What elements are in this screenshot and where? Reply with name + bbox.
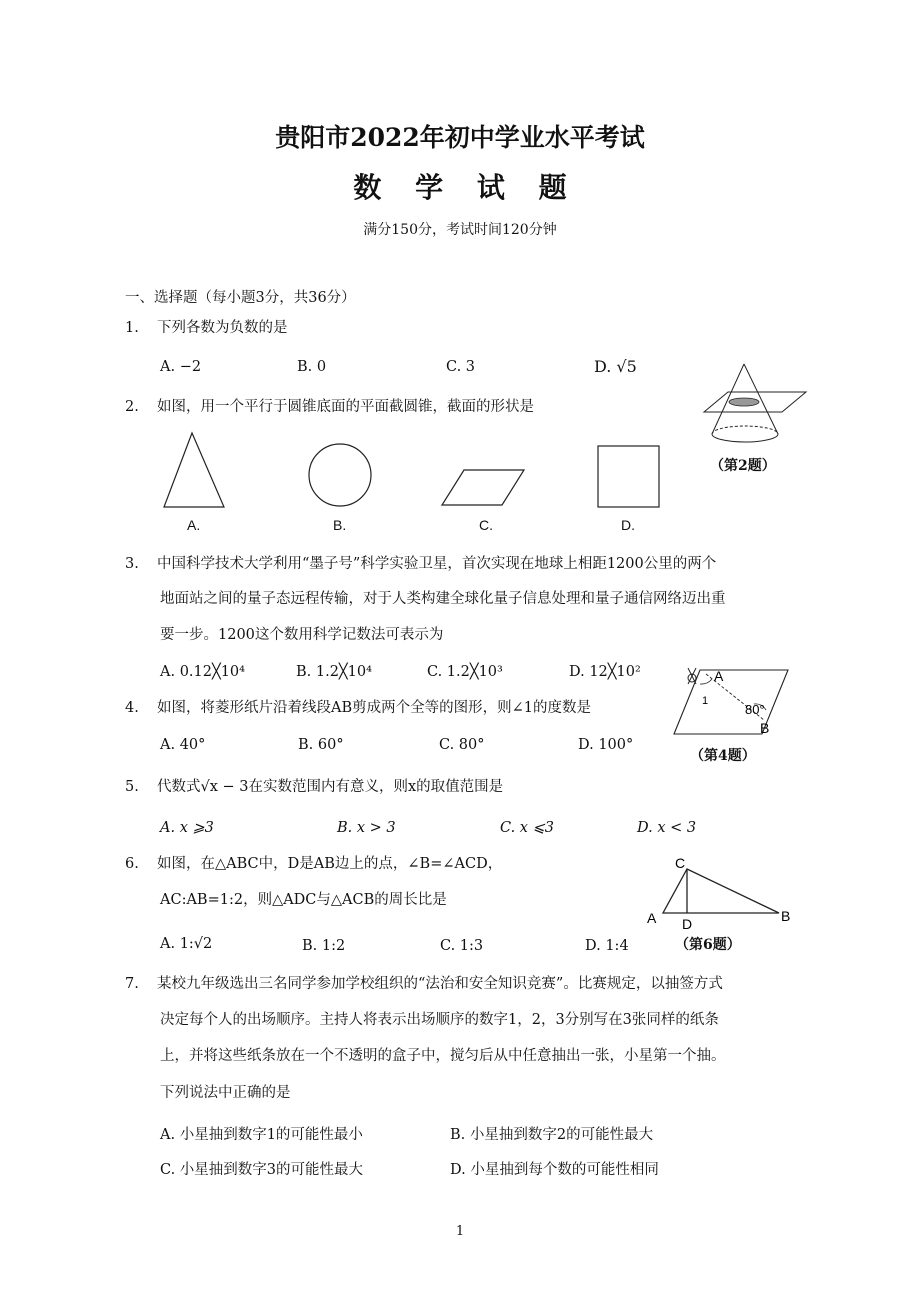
- q2-shape-square: [596, 444, 662, 510]
- q2-shape-triangle: [160, 430, 230, 510]
- q6-option-b: B. 1:2: [302, 938, 346, 954]
- q3-number: 3.: [125, 556, 139, 572]
- q1-option-c: C. 3: [446, 359, 476, 375]
- q6-label-b: B: [781, 908, 791, 924]
- q2-shape-parallelogram: [440, 465, 530, 510]
- q1-option-b: B. 0: [297, 359, 327, 375]
- q5-option-c: C. x ⩽3: [500, 820, 554, 836]
- q1-number: 1.: [125, 320, 139, 336]
- q2-option-c: C.: [479, 517, 493, 533]
- exam-meta: 满分150分，考试时间120分钟: [363, 222, 557, 238]
- q3-option-d: D. 12╳10²: [569, 664, 641, 680]
- subject-title: 数 学 试 题: [353, 171, 579, 204]
- q3-text-line1: 中国科学技术大学利用“墨子号”科学实验卫星，首次实现在地球上相距1200公里的两个: [157, 556, 717, 572]
- section-heading: 一、选择题（每小题3分，共36分）: [125, 290, 356, 306]
- q1-text: 下列各数为负数的是: [157, 320, 288, 336]
- q6-label-d: D: [682, 916, 693, 932]
- q1-option-a: A. −2: [160, 359, 202, 375]
- q7-option-a: A. 小星抽到数字1的可能性最小: [160, 1127, 363, 1143]
- q2-cone-figure: [700, 360, 810, 455]
- q4-text: 如图，将菱形纸片沿着线段AB剪成两个全等的图形，则∠1的度数是: [157, 700, 591, 716]
- q6-label-c: C: [675, 855, 686, 871]
- q4-option-c: C. 80°: [439, 737, 485, 753]
- q6-number: 6.: [125, 856, 139, 872]
- q6-figure-caption: （第6题）: [675, 937, 741, 953]
- q4-option-d: D. 100°: [578, 737, 634, 753]
- q4-number: 4.: [125, 700, 139, 716]
- q3-option-b: B. 1.2╳10⁴: [296, 664, 372, 680]
- q7-text-line4: 下列说法中正确的是: [160, 1085, 291, 1101]
- q4-option-b: B. 60°: [298, 737, 344, 753]
- q5-text: 代数式√x − 3在实数范围内有意义，则x的取值范围是: [157, 779, 504, 795]
- q4-option-a: A. 40°: [160, 737, 206, 753]
- q2-number: 2.: [125, 399, 139, 415]
- q5-option-a: A. x ⩾3: [160, 820, 214, 836]
- q7-text-line2: 决定每个人的出场顺序。主持人将表示出场顺序的数字1，2，3分别写在3张同样的纸条: [160, 1012, 719, 1028]
- q7-number: 7.: [125, 976, 139, 992]
- q7-option-b: B. 小星抽到数字2的可能性最大: [450, 1127, 654, 1143]
- q3-option-c: C. 1.2╳10³: [427, 664, 503, 680]
- q6-option-a: A. 1:√2: [160, 936, 213, 952]
- q4-rhombus-figure: [670, 662, 800, 740]
- exam-title: 贵阳市2022年初中学业水平考试: [275, 123, 645, 152]
- q7-text-line3: 上，并将这些纸条放在一个不透明的盒子中，搅匀后从中任意抽出一张，小星第一个抽。: [160, 1048, 726, 1064]
- q5-option-b: B. x > 3: [337, 820, 396, 836]
- q4-label-a: A: [714, 668, 724, 684]
- q4-label-80: 80°: [745, 702, 765, 717]
- q4-label-b: B: [760, 720, 770, 736]
- q7-text-line1: 某校九年级选出三名同学参加学校组织的“法治和安全知识竞赛”。比赛规定，以抽签方式: [157, 976, 723, 992]
- q2-shape-circle: [305, 440, 375, 510]
- page-number: 1: [455, 1224, 465, 1239]
- q4-label-angle1: 1: [702, 695, 709, 707]
- q5-option-d: D. x < 3: [637, 820, 697, 836]
- q6-text-line2: AC:AB=1:2，则△ADC与△ACB的周长比是: [160, 892, 447, 908]
- q3-text-line2: 地面站之间的量子态远程传输，对于人类构建全球化量子信息处理和量子通信网络迈出重: [160, 591, 726, 607]
- q3-text-line3: 要一步。1200这个数用科学记数法可表示为: [160, 627, 444, 643]
- q4-figure-caption: （第4题）: [690, 748, 756, 764]
- q3-option-a: A. 0.12╳10⁴: [160, 664, 245, 680]
- q6-option-d: D. 1:4: [585, 938, 629, 954]
- q7-option-d: D. 小星抽到每个数的可能性相同: [450, 1162, 659, 1178]
- q2-option-d: D.: [621, 517, 635, 533]
- q6-triangle-figure: [645, 855, 795, 930]
- q6-label-a: A: [647, 910, 657, 926]
- q2-option-b: B.: [333, 517, 347, 533]
- q6-text-line1: 如图，在△ABC中，D是AB边上的点，∠B=∠ACD，: [157, 856, 503, 872]
- q7-option-c: C. 小星抽到数字3的可能性最大: [160, 1162, 364, 1178]
- q2-option-a: A.: [187, 517, 201, 533]
- q2-figure-caption: （第2题）: [710, 458, 776, 474]
- q2-text: 如图，用一个平行于圆锥底面的平面截圆锥，截面的形状是: [157, 399, 534, 415]
- q1-option-d: D. √5: [594, 357, 637, 376]
- q6-option-c: C. 1:3: [440, 938, 484, 954]
- q5-number: 5.: [125, 779, 139, 795]
